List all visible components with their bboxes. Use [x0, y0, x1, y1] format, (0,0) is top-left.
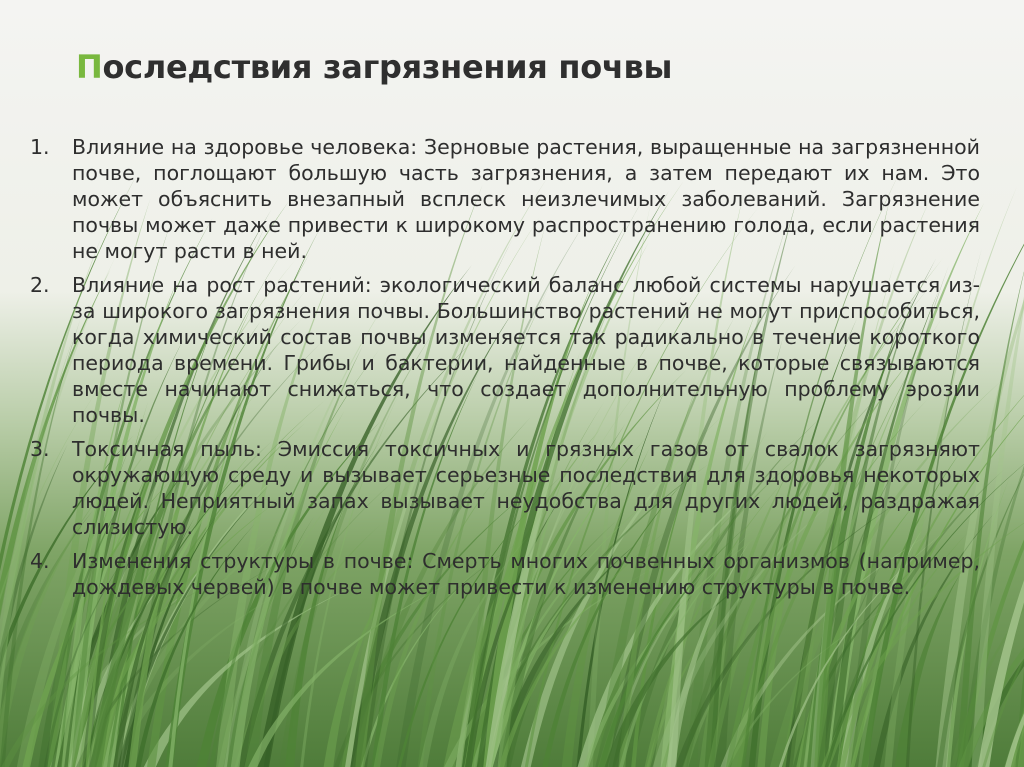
slide-title: [76, 48, 672, 86]
list-item-number: 2.: [30, 273, 50, 297]
list-item: [30, 272, 980, 428]
title-rest: оследствия загрязнения почвы: [102, 48, 673, 86]
list-item-text: Влияние на рост растений: экологический баланс любой системы нарушается из-за широкого загрязнения почвы. Большинство растений не могут приспособиться, когда химический состав почвы изменяется так радикально в течение короткого периода времени. Грибы и бактерии, найденные в почве, которые связываются вместе начинают снижаться, что создает дополнительную проблему эрозии почвы.: [72, 273, 980, 427]
list-item-text: Изменения структуры в почве: Смерть многих почвенных организмов (например, дождевых червей) в почве может привести к изменению структуры в почве.: [72, 549, 980, 599]
list-item: [30, 436, 980, 540]
list-item-number: 3.: [30, 437, 50, 461]
points-list: [30, 134, 980, 608]
list-item-text: Влияние на здоровье человека: Зерновые растения, выращенные на загрязненной почве, поглощают большую часть загрязнения, а затем передают их нам. Это может объяснить внезапный всплеск неизлечимых заболеваний. Загрязнение почвы может даже привести к широкому распространению голода, если растения не могут расти в ней.: [72, 135, 980, 263]
list-item: [30, 134, 980, 264]
list-item-number: 4.: [30, 549, 50, 573]
list-item-text: Токсичная пыль: Эмиссия токсичных и грязных газов от свалок загрязняют окружающую среду и вызывает серьезные последствия для здоровья некоторых людей. Неприятный запах вызывает неудобства для других людей, раздражая слизистую.: [72, 437, 980, 539]
list-item-number: 1.: [30, 135, 50, 159]
list-item: [30, 548, 980, 600]
title-first-letter: П: [76, 48, 103, 86]
